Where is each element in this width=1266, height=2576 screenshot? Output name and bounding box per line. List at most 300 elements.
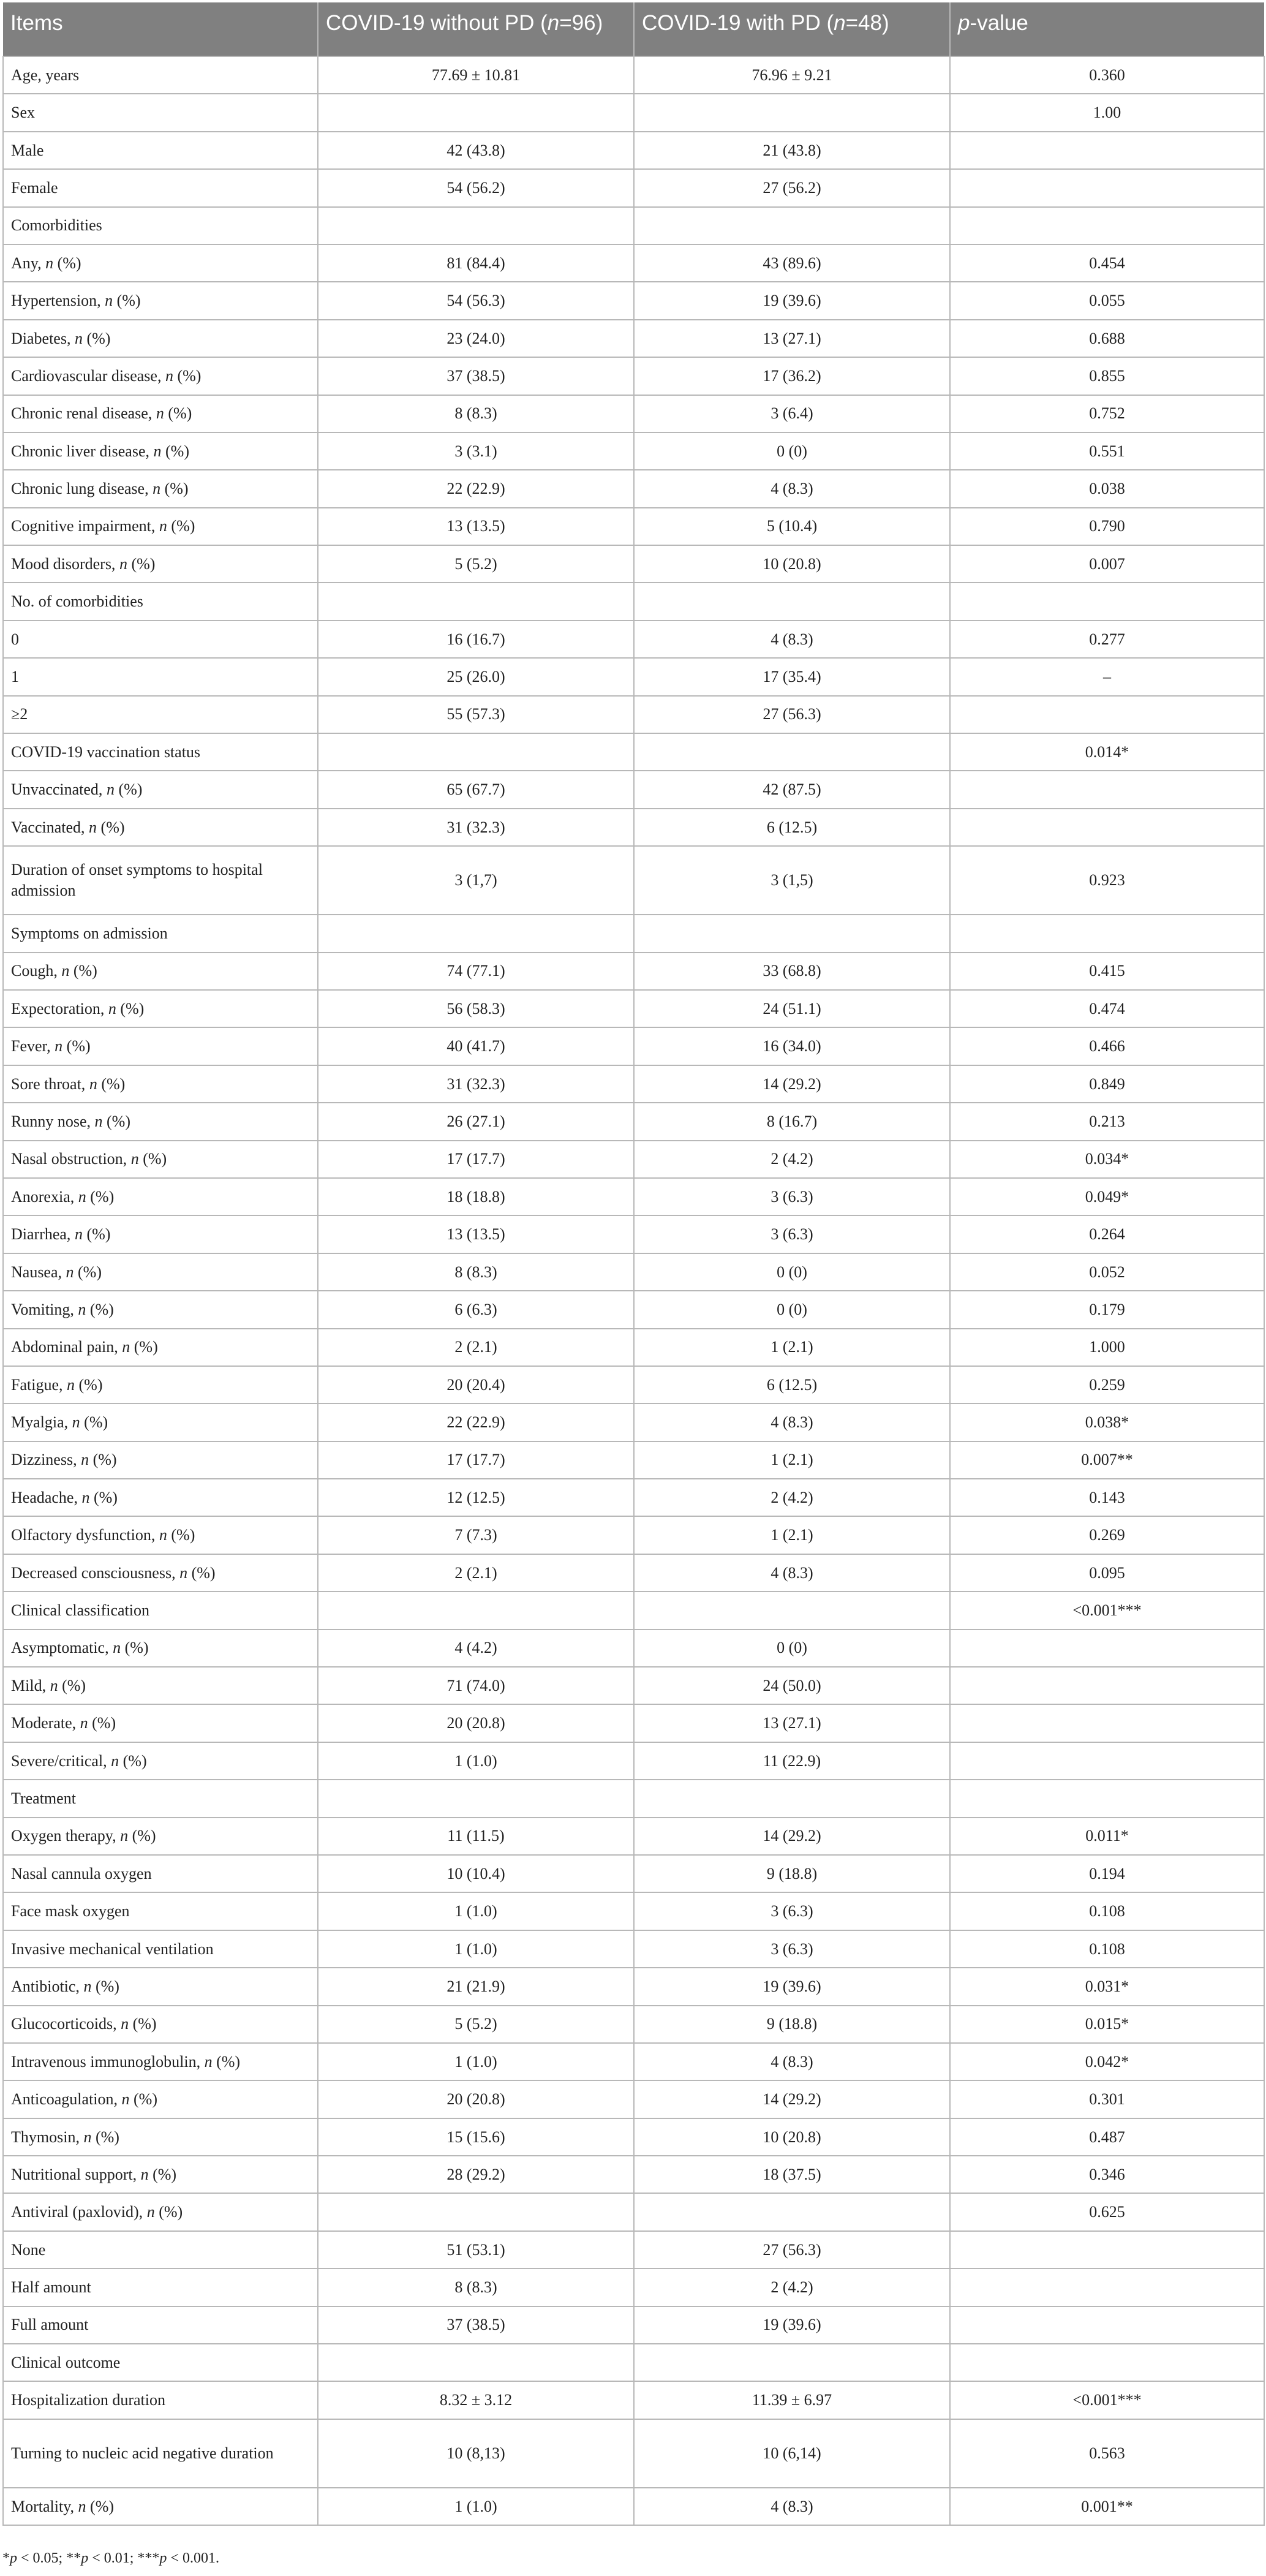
value-with-pd: 4 (8.3) [634,2488,950,2525]
value-with-pd: 16 (34.0) [634,1027,950,1065]
value-with-pd: 13 (27.1) [634,1704,950,1742]
value-with-pd: 9 (18.8) [634,1855,950,1892]
p-value: 0.454 [950,244,1264,282]
table-row [3,1479,1264,1516]
value-with-pd: 0 (0) [634,1253,950,1291]
table-row [3,1930,1264,1968]
p-value: 0.264 [950,1215,1264,1253]
row-label: Symptoms on admission [3,915,318,952]
table-row [3,395,1264,432]
value-without-pd: 17 (17.7) [318,1441,634,1479]
p-value [950,2344,1264,2381]
p-value: 0.038* [950,1403,1264,1441]
p-value [950,207,1264,244]
value-without-pd: 28 (29.2) [318,2156,634,2193]
table-row [3,1027,1264,1065]
row-label: Anticoagulation, n (%) [3,2080,318,2118]
value-without-pd: 22 (22.9) [318,470,634,507]
row-label: Full amount [3,2306,318,2344]
table-row [3,2080,1264,2118]
p-value: 1.00 [950,94,1264,131]
header-row [3,2,1264,56]
value-with-pd: 14 (29.2) [634,2080,950,2118]
value-without-pd [318,733,634,771]
value-without-pd: 8 (8.3) [318,1253,634,1291]
p-value [950,771,1264,808]
value-without-pd: 20 (20.8) [318,1704,634,1742]
table-row [3,2043,1264,2080]
table-row [3,1291,1264,1328]
row-label: No. of comorbidities [3,583,318,620]
p-value: 0.301 [950,2080,1264,2118]
table-row [3,1441,1264,1479]
p-value: 0.213 [950,1103,1264,1140]
value-with-pd: 3 (6.3) [634,1892,950,1930]
row-label: Chronic renal disease, n (%) [3,395,318,432]
value-with-pd: 27 (56.2) [634,169,950,206]
table-row [3,583,1264,620]
row-label: Moderate, n (%) [3,1704,318,1742]
value-without-pd: 17 (17.7) [318,1141,634,1178]
row-label: 0 [3,621,318,658]
table-row [3,1592,1264,1629]
table-row [3,2381,1264,2419]
value-without-pd: 8 (8.3) [318,395,634,432]
value-with-pd: 4 (8.3) [634,1554,950,1592]
value-without-pd [318,2344,634,2381]
value-with-pd [634,94,950,131]
table-row [3,1704,1264,1742]
value-with-pd: 10 (20.8) [634,545,950,583]
p-value [950,1742,1264,1780]
p-value: 0.277 [950,621,1264,658]
value-with-pd: 11.39 ± 6.97 [634,2381,950,2419]
row-label: Mortality, n (%) [3,2488,318,2525]
value-without-pd: 5 (5.2) [318,2006,634,2043]
value-with-pd: 18 (37.5) [634,2156,950,2193]
p-value: 0.052 [950,1253,1264,1291]
value-without-pd [318,94,634,131]
p-value: 0.108 [950,1892,1264,1930]
value-with-pd: 43 (89.6) [634,244,950,282]
table-row [3,1780,1264,1817]
table-row [3,2231,1264,2268]
p-value: 0.042* [950,2043,1264,2080]
value-without-pd: 31 (32.3) [318,809,634,846]
value-with-pd: 9 (18.8) [634,2006,950,2043]
value-with-pd [634,915,950,952]
p-value [950,915,1264,952]
p-value: 0.034* [950,1141,1264,1178]
table-row [3,545,1264,583]
row-label: Asymptomatic, n (%) [3,1630,318,1667]
value-without-pd: 54 (56.3) [318,282,634,319]
table-row [3,1178,1264,1215]
row-label: Oxygen therapy, n (%) [3,1818,318,1855]
row-label: None [3,2231,318,2268]
table-row [3,2006,1264,2043]
p-value: 0.001** [950,2488,1264,2525]
row-label: Invasive mechanical ventilation [3,1930,318,1968]
row-label: Chronic liver disease, n (%) [3,432,318,470]
table-row [3,470,1264,507]
table-row [3,244,1264,282]
value-without-pd: 31 (32.3) [318,1065,634,1103]
value-without-pd: 11 (11.5) [318,1818,634,1855]
p-value: 0.688 [950,320,1264,357]
row-label: Fever, n (%) [3,1027,318,1065]
table-row [3,2344,1264,2381]
value-with-pd: 33 (68.8) [634,953,950,990]
value-with-pd: 5 (10.4) [634,508,950,545]
value-with-pd [634,207,950,244]
p-value: 0.849 [950,1065,1264,1103]
row-label: Vomiting, n (%) [3,1291,318,1328]
value-without-pd: 3 (3.1) [318,432,634,470]
row-label: Nasal cannula oxygen [3,1855,318,1892]
value-without-pd: 16 (16.7) [318,621,634,658]
value-with-pd: 24 (51.1) [634,990,950,1027]
p-value [950,2306,1264,2344]
table-row [3,1253,1264,1291]
p-value: 0.360 [950,56,1264,94]
p-value [950,696,1264,733]
value-with-pd: 24 (50.0) [634,1667,950,1704]
table-row [3,771,1264,808]
p-value: 0.143 [950,1479,1264,1516]
table-row [3,2193,1264,2230]
p-value: 0.474 [950,990,1264,1027]
p-value: 0.923 [950,846,1264,915]
value-without-pd: 1 (1.0) [318,1930,634,1968]
value-without-pd: 25 (26.0) [318,658,634,695]
header-p-value: p-value [950,2,1264,56]
value-with-pd: 14 (29.2) [634,1818,950,1855]
row-label: Clinical outcome [3,2344,318,2381]
footnote: *p < 0.05; **p < 0.01; ***p < 0.001. [2,2550,219,2566]
table-container [2,2,1264,2526]
row-label: Cardiovascular disease, n (%) [3,357,318,395]
value-without-pd: 20 (20.8) [318,2080,634,2118]
row-label: Mood disorders, n (%) [3,545,318,583]
table-row [3,2306,1264,2344]
row-label: Expectoration, n (%) [3,990,318,1027]
value-without-pd: 23 (24.0) [318,320,634,357]
table-row [3,1742,1264,1780]
table-row [3,508,1264,545]
p-value [950,1667,1264,1704]
table-row [3,809,1264,846]
p-value: 0.007** [950,1441,1264,1479]
table-row [3,1065,1264,1103]
row-label: Turning to nucleic acid negative duration [3,2419,318,2488]
header-items: Items [3,2,318,56]
p-value: <0.001*** [950,2381,1264,2419]
value-with-pd: 4 (8.3) [634,2043,950,2080]
value-with-pd: 3 (6.3) [634,1178,950,1215]
row-label: Treatment [3,1780,318,1817]
value-with-pd [634,1592,950,1629]
p-value: 0.095 [950,1554,1264,1592]
p-value [950,1630,1264,1667]
row-label: Fatigue, n (%) [3,1366,318,1403]
table-row [3,953,1264,990]
value-with-pd: 4 (8.3) [634,621,950,658]
value-without-pd: 54 (56.2) [318,169,634,206]
row-label: Duration of onset symptoms to hospital admission [3,846,318,915]
table-row [3,132,1264,169]
table-row [3,94,1264,131]
table-row [3,1667,1264,1704]
value-without-pd [318,207,634,244]
row-label: Diarrhea, n (%) [3,1215,318,1253]
value-with-pd: 42 (87.5) [634,771,950,808]
value-without-pd: 51 (53.1) [318,2231,634,2268]
table-row [3,1855,1264,1892]
p-value: 0.551 [950,432,1264,470]
table-row [3,1818,1264,1855]
value-with-pd: 1 (2.1) [634,1329,950,1366]
row-label: Unvaccinated, n (%) [3,771,318,808]
value-with-pd: 2 (4.2) [634,2268,950,2306]
table-row [3,733,1264,771]
value-with-pd: 3 (1,5) [634,846,950,915]
value-without-pd: 71 (74.0) [318,1667,634,1704]
value-with-pd: 2 (4.2) [634,1479,950,1516]
p-value: 0.625 [950,2193,1264,2230]
value-with-pd [634,733,950,771]
table-row [3,2488,1264,2525]
table-row [3,207,1264,244]
value-without-pd: 42 (43.8) [318,132,634,169]
table-body [3,56,1264,2525]
value-with-pd: 17 (36.2) [634,357,950,395]
value-with-pd: 3 (6.4) [634,395,950,432]
p-value: 0.563 [950,2419,1264,2488]
value-without-pd [318,2193,634,2230]
value-without-pd: 10 (10.4) [318,1855,634,1892]
table-row [3,357,1264,395]
p-value: 0.179 [950,1291,1264,1328]
row-label: Vaccinated, n (%) [3,809,318,846]
p-value: <0.001*** [950,1592,1264,1629]
value-with-pd: 27 (56.3) [634,696,950,733]
row-label: Anorexia, n (%) [3,1178,318,1215]
value-without-pd: 22 (22.9) [318,1403,634,1441]
table-row [3,56,1264,94]
value-without-pd: 5 (5.2) [318,545,634,583]
value-without-pd: 55 (57.3) [318,696,634,733]
table-row [3,1403,1264,1441]
value-without-pd: 10 (8,13) [318,2419,634,2488]
table-row [3,320,1264,357]
p-value [950,132,1264,169]
row-label: Olfactory dysfunction, n (%) [3,1516,318,1554]
p-value: 0.487 [950,2118,1264,2156]
p-value: 0.855 [950,357,1264,395]
row-label: Dizziness, n (%) [3,1441,318,1479]
value-with-pd: 4 (8.3) [634,470,950,507]
value-without-pd: 1 (1.0) [318,1892,634,1930]
p-value: 0.346 [950,2156,1264,2193]
p-value: 0.049* [950,1178,1264,1215]
table-row [3,1968,1264,2005]
table-row [3,1892,1264,1930]
row-label: Antibiotic, n (%) [3,1968,318,2005]
p-value [950,1780,1264,1817]
p-value: 0.055 [950,282,1264,319]
value-with-pd: 6 (12.5) [634,809,950,846]
table-row [3,282,1264,319]
value-without-pd: 81 (84.4) [318,244,634,282]
row-label: Mild, n (%) [3,1667,318,1704]
p-value: 0.108 [950,1930,1264,1968]
p-value: 0.014* [950,733,1264,771]
value-with-pd: 27 (56.3) [634,2231,950,2268]
value-without-pd: 37 (38.5) [318,357,634,395]
value-without-pd: 8.32 ± 3.12 [318,2381,634,2419]
table-row [3,1554,1264,1592]
value-with-pd: 3 (6.3) [634,1215,950,1253]
row-label: ≥2 [3,696,318,733]
value-without-pd: 2 (2.1) [318,1554,634,1592]
value-with-pd [634,1780,950,1817]
table-row [3,1516,1264,1554]
p-value: – [950,658,1264,695]
value-without-pd: 56 (58.3) [318,990,634,1027]
row-label: Diabetes, n (%) [3,320,318,357]
p-value: 0.752 [950,395,1264,432]
value-with-pd: 11 (22.9) [634,1742,950,1780]
row-label: Intravenous immunoglobulin, n (%) [3,2043,318,2080]
table-row [3,1329,1264,1366]
value-without-pd: 13 (13.5) [318,1215,634,1253]
value-without-pd: 12 (12.5) [318,1479,634,1516]
row-label: Glucocorticoids, n (%) [3,2006,318,2043]
value-with-pd: 19 (39.6) [634,282,950,319]
value-without-pd: 21 (21.9) [318,1968,634,2005]
p-value: 0.194 [950,1855,1264,1892]
p-value [950,2268,1264,2306]
value-without-pd [318,1780,634,1817]
value-without-pd: 26 (27.1) [318,1103,634,1140]
value-with-pd: 21 (43.8) [634,132,950,169]
value-without-pd: 37 (38.5) [318,2306,634,2344]
value-with-pd: 10 (6,14) [634,2419,950,2488]
table-row [3,1141,1264,1178]
p-value: 0.015* [950,2006,1264,2043]
p-value [950,1704,1264,1742]
value-with-pd: 2 (4.2) [634,1141,950,1178]
table-row [3,2268,1264,2306]
table-row [3,915,1264,952]
value-without-pd: 18 (18.8) [318,1178,634,1215]
row-label: 1 [3,658,318,695]
table-row [3,846,1264,915]
value-without-pd: 2 (2.1) [318,1329,634,1366]
row-label: Severe/critical, n (%) [3,1742,318,1780]
row-label: Clinical classification [3,1592,318,1629]
p-value: 0.269 [950,1516,1264,1554]
row-label: Runny nose, n (%) [3,1103,318,1140]
row-label: COVID-19 vaccination status [3,733,318,771]
row-label: Cough, n (%) [3,953,318,990]
row-label: Half amount [3,2268,318,2306]
value-with-pd: 14 (29.2) [634,1065,950,1103]
row-label: Any, n (%) [3,244,318,282]
value-without-pd: 15 (15.6) [318,2118,634,2156]
table-row [3,990,1264,1027]
value-without-pd: 74 (77.1) [318,953,634,990]
row-label: Sex [3,94,318,131]
row-label: Nasal obstruction, n (%) [3,1141,318,1178]
table-row [3,1630,1264,1667]
value-without-pd: 40 (41.7) [318,1027,634,1065]
row-label: Antiviral (paxlovid), n (%) [3,2193,318,2230]
value-without-pd: 20 (20.4) [318,1366,634,1403]
row-label: Hospitalization duration [3,2381,318,2419]
row-label: Nausea, n (%) [3,1253,318,1291]
table-row [3,2118,1264,2156]
row-label: Thymosin, n (%) [3,2118,318,2156]
p-value: 0.038 [950,470,1264,507]
row-label: Sore throat, n (%) [3,1065,318,1103]
table-row [3,2156,1264,2193]
value-with-pd: 0 (0) [634,1291,950,1328]
row-label: Decreased consciousness, n (%) [3,1554,318,1592]
row-label: Hypertension, n (%) [3,282,318,319]
p-value: 1.000 [950,1329,1264,1366]
value-without-pd [318,915,634,952]
row-label: Chronic lung disease, n (%) [3,470,318,507]
value-without-pd: 4 (4.2) [318,1630,634,1667]
value-with-pd: 6 (12.5) [634,1366,950,1403]
value-without-pd: 3 (1,7) [318,846,634,915]
value-without-pd [318,1592,634,1629]
value-without-pd [318,583,634,620]
value-with-pd [634,583,950,620]
row-label: Cognitive impairment, n (%) [3,508,318,545]
value-with-pd [634,2193,950,2230]
p-value [950,583,1264,620]
p-value: 0.790 [950,508,1264,545]
value-without-pd: 65 (67.7) [318,771,634,808]
value-with-pd: 76.96 ± 9.21 [634,56,950,94]
value-with-pd [634,2344,950,2381]
header-without-pd: COVID-19 without PD (n=96) [318,2,634,56]
row-label: Female [3,169,318,206]
row-label: Face mask oxygen [3,1892,318,1930]
value-without-pd: 6 (6.3) [318,1291,634,1328]
row-label: Age, years [3,56,318,94]
table-row [3,1103,1264,1140]
value-with-pd: 1 (2.1) [634,1441,950,1479]
value-with-pd: 13 (27.1) [634,320,950,357]
value-with-pd: 1 (2.1) [634,1516,950,1554]
value-with-pd: 19 (39.6) [634,1968,950,2005]
value-with-pd: 3 (6.3) [634,1930,950,1968]
p-value [950,169,1264,206]
table-row [3,2419,1264,2488]
value-with-pd: 19 (39.6) [634,2306,950,2344]
p-value [950,809,1264,846]
row-label: Comorbidities [3,207,318,244]
table-row [3,658,1264,695]
table-row [3,696,1264,733]
table-row [3,1366,1264,1403]
table-row [3,169,1264,206]
p-value [950,2231,1264,2268]
